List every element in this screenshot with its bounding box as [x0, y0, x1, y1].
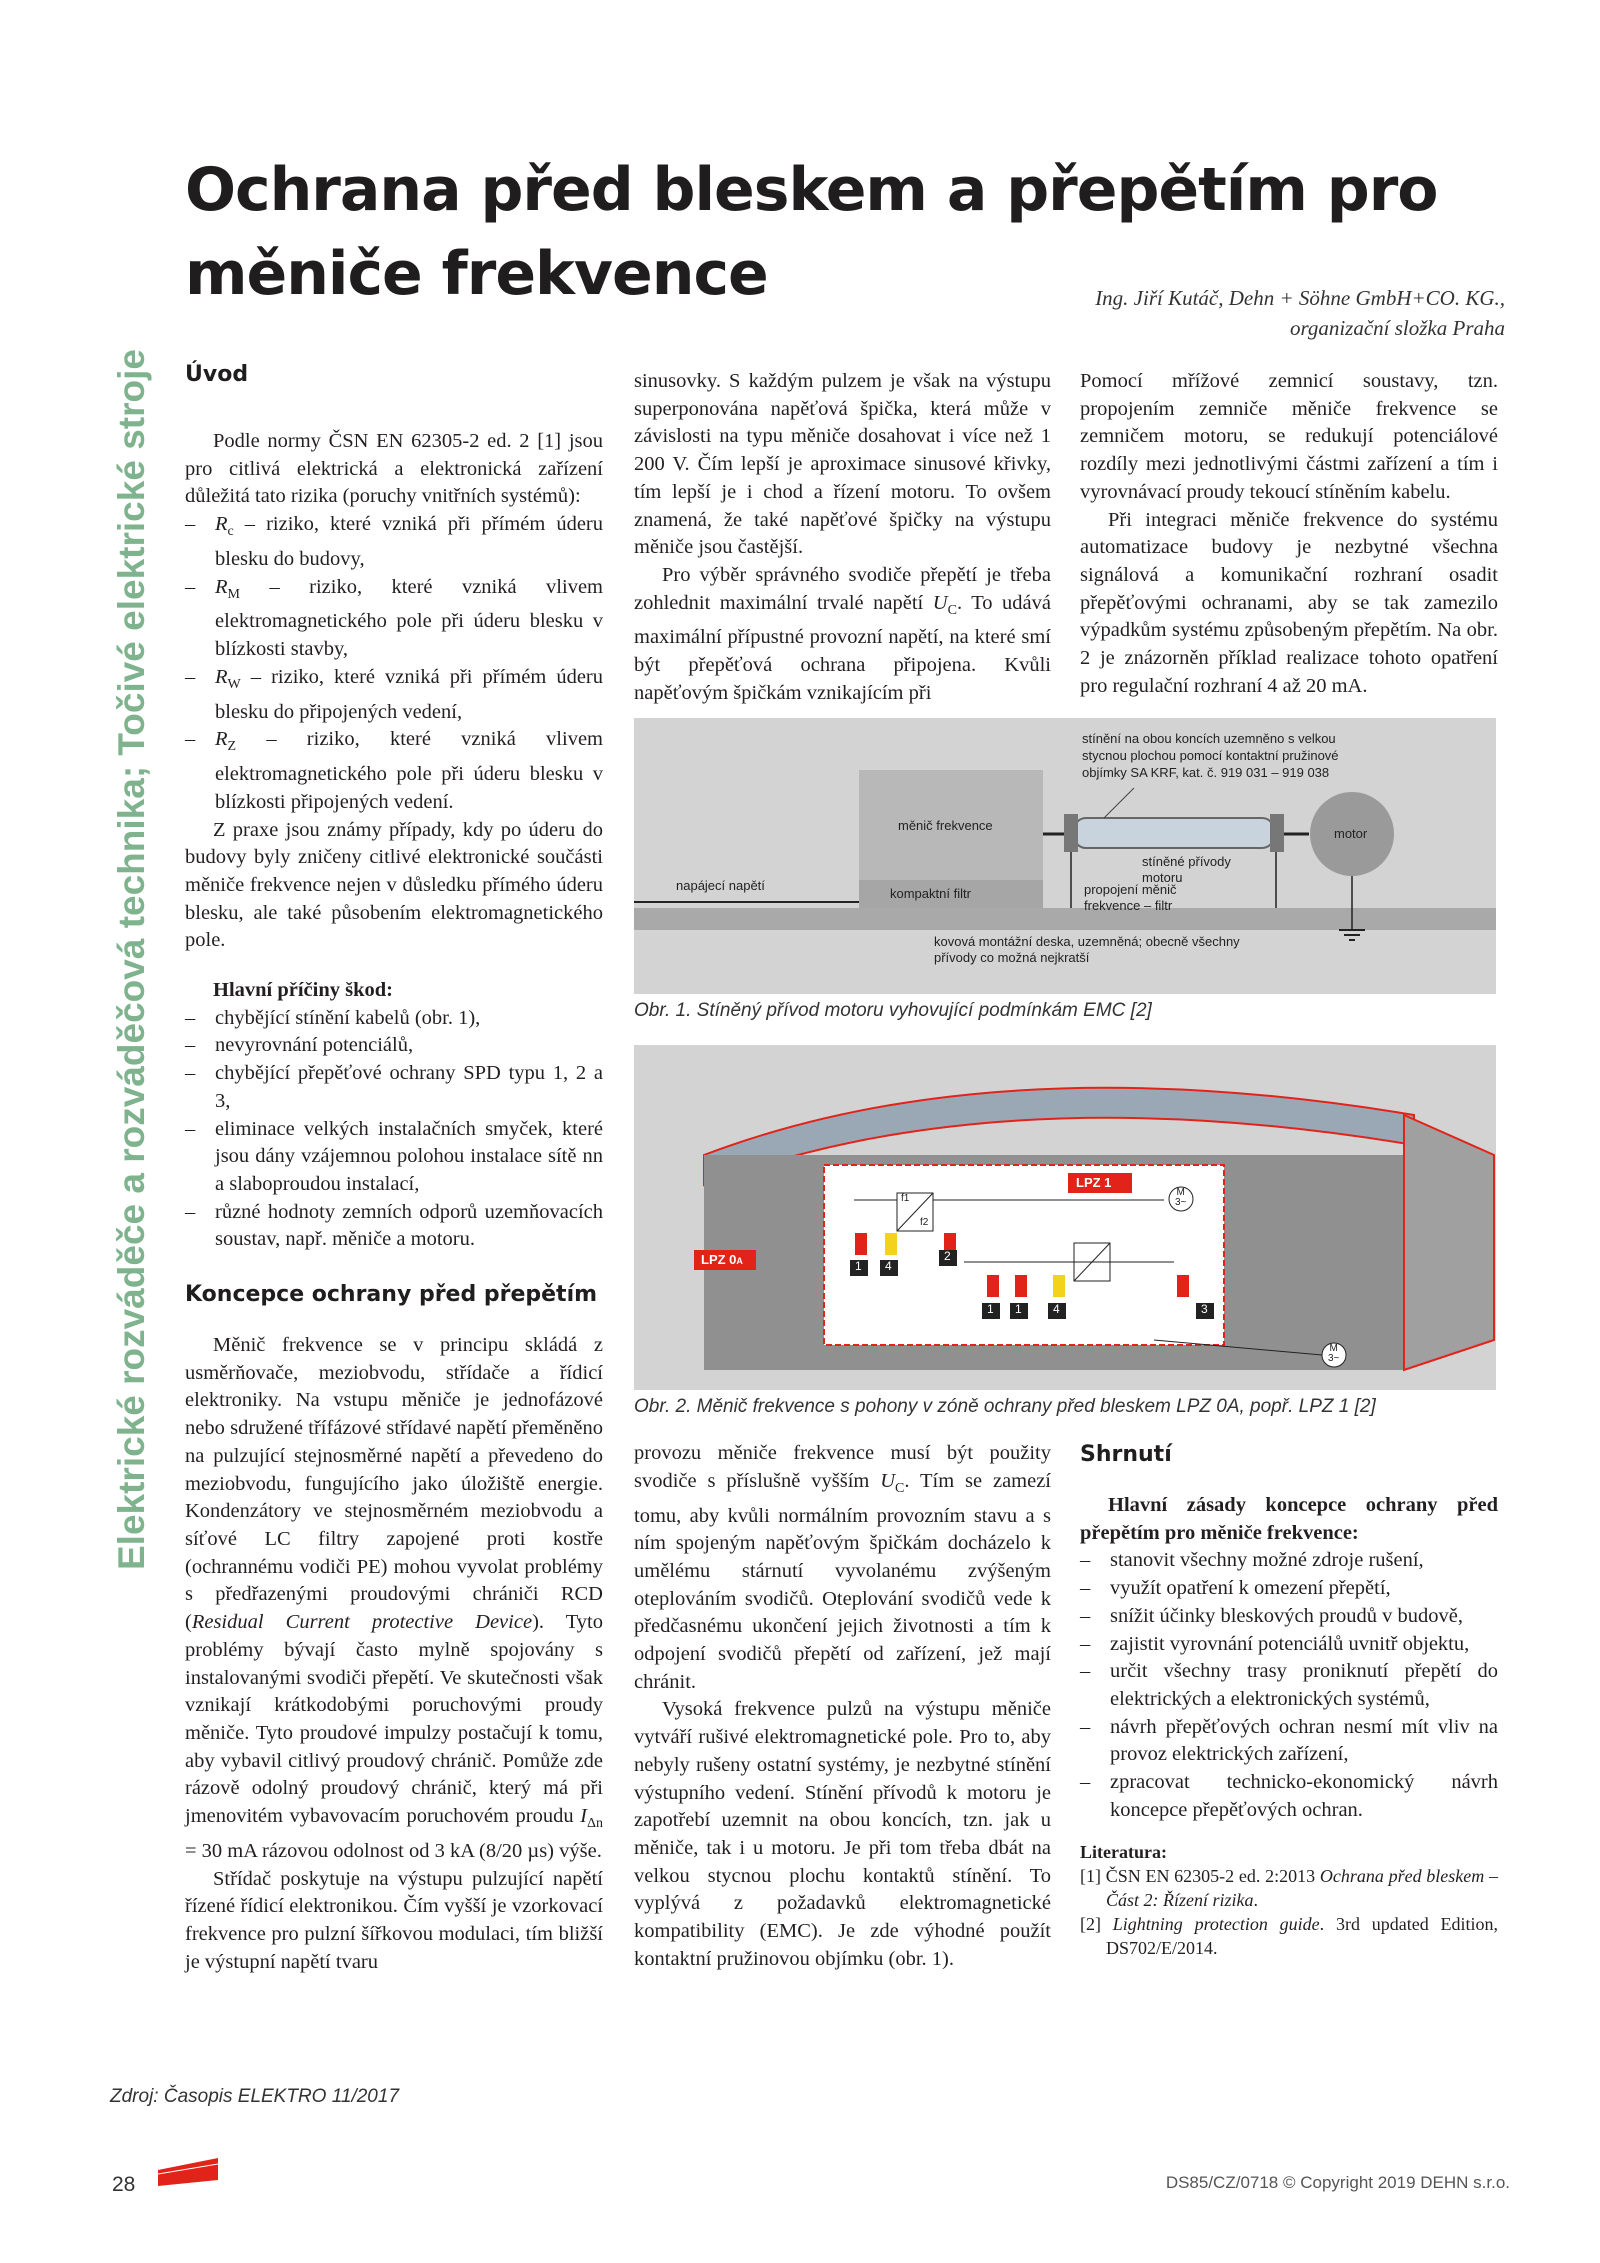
section-label: Elektrické rozváděče a rozváděčová technika; Točivé elektrické stroje [111, 349, 152, 1570]
freq-label-f2: f2 [920, 1217, 929, 1228]
fig1-plate-label: kovová montážní deska, uzemněná; obecně všechny přívody co možná nejkratší [934, 934, 1240, 965]
figure-2-diagram [634, 1045, 1496, 1390]
paragraph: Pomocí mřížové zemnicí soustavy, tzn. propojením zemniče měniče frekvence se zemničem motoru, se redukují potenciálové rozdíly mezi jednotlivými částmi zařízení a tím i vyrovnávací proudy tekoucí stíněním kabelu. [1080, 370, 1498, 503]
list-item: – $R_W$ – riziko, které vzniká při přímém úderu blesku do připojených vedení, [185, 664, 603, 727]
fig1-menic-label: měnič frekvence [898, 818, 993, 833]
causes-list [185, 1005, 603, 1254]
paragraph: Měnič frekvence se v principu skládá z usměrňovače, meziobvodu, střídače a řídicí elektroniky. Na vstupu měniče je jednofázové nebo sdružené třífázové střídavé napětí přeměněno na pulzující stejnosměrné napětí a převedeno do meziobvodu, fungujícího jako úložiště energie. Kondenzátory ve stejnosměrném meziobvodu a síťové LC filtry zapojené proti kostře (ochrannému vodiči PE) mohou vyvolat problémy s předřazenými proudovými chrániči RCD (Residual Current protective Device). Tyto problémy bývají často mylně spojovány s instalovanými svodiči přepětí. Ve skutečnosti však vznikají krátkodobými poruchovými proudy měniče. Tyto proudové impulzy postačují k tomu, aby vybavil citlivý proudový chránič. Pomůže zde rázově odolný proudový chránič, který má při jmenovitém vybavovacím poruchovém proudu $I_{\Delta n} = 30$ mA rázovou odolnost od 3 kA (8/20 µs) výše. [185, 1334, 604, 1862]
fig1-filter-label: kompaktní filtr [890, 886, 971, 901]
paragraph: Vysoká frekvence pulzů na výstupu měniče vytváří rušivé elektromagnetické pole. Pro to, aby nebyly rušeny ostatní systémy, je nezbytné stínění výstupního vedení. Stínění přívodů k motoru je zapotřebí uzemnit na obou koncích, tzn. jak u měniče, tak i u motoru. Je při tom třeba dbát na velkou stycnou plochu kontaktů stínění. To vyplývá z požadavků elektromagnetické kompatibility (EMC). Je zde výhodné použít kontaktní pružinovou objímku (obr. 1). [634, 1698, 1051, 1970]
spd-number: 2 [944, 1249, 951, 1263]
references [1080, 1840, 1498, 1960]
paragraph: Pro výběr správného svodiče přepětí je třeba zohlednit maximální trvalé napětí $U_C$. To udává maximální přípustné provozní napětí, na které smí být přepěťová ochrana připojena. Kvůli napěťovým špičkám vznikajícím při [634, 563, 1052, 704]
fig1-note: stínění na obou koncích uzemněno s velkou stycnou plochou pomocí kontaktní pružinové objímky SA KRF, kat. č. 919 031 – 919 038 [1082, 731, 1339, 780]
list-item: – $R_M$ – riziko, které vzniká vlivem elektromagnetického pole při úderu blesku v blízkosti stavby, [185, 574, 603, 664]
list-item: – využít opatření k omezení přepětí, [1080, 1575, 1498, 1603]
heading-uvod: Úvod [185, 362, 249, 387]
column-3-top [1080, 368, 1498, 700]
author-block [1095, 283, 1505, 343]
page-number: 28 [112, 2173, 136, 2196]
figure-2-caption: Obr. 2. Měnič frekvence s pohony v zóně ochrany před bleskem LPZ 0A, popř. LPZ 1 [2] [634, 1396, 1376, 1417]
figure-1-caption: Obr. 1. Stíněný přívod motoru vyhovující podmínkám EMC [2] [634, 1000, 1152, 1021]
dehn-logo [158, 2150, 218, 2188]
list-item: – chybějící přepěťové ochrany SPD typu 1, 2 a 3, [185, 1060, 603, 1115]
copyright: DS85/CZ/0718 © Copyright 2019 DEHN s.r.o. [1165, 2173, 1510, 2192]
list-item: – chybějící stínění kabelů (obr. 1), [185, 1005, 603, 1033]
lpz0-label: LPZ 0A [701, 1252, 743, 1267]
paragraph: Podle normy ČSN EN 62305-2 ed. 2 [1] jsou pro citlivá elektrická a elektronická zařízení důležitá tato rizika (poruchy vnitřních systémů): [185, 430, 603, 508]
paragraph: Při integraci měniče frekvence do systému automatizace budovy je nezbytné všechna signálová a komunikační rozhraní osadit přepěťovými ochranami, aby se tak zamezilo výpadkům systému způsobeným přepětím. Na obr. 2 je znázorněn příklad realizace tohoto opatření pro regulační rozhraní 4 až 20 mA. [1080, 508, 1498, 697]
list-item: – snížit účinky bleskových proudů v budově, [1080, 1603, 1498, 1631]
reference-item: [1] ČSN EN 62305-2 ed. 2:2013 Ochrana před bleskem – Část 2: Řízení rizika. [1080, 1866, 1499, 1911]
motor-symbol: M 3~ [1328, 1343, 1340, 1364]
paragraph: Z praxe jsou známy případy, kdy po úderu do budovy byly zničeny citlivé elektronické součásti měniče frekvence nejen v důsledku přímého úderu blesku, ale také působením elektromagnetického pole. [185, 818, 603, 952]
side-rail [104, 150, 160, 1570]
source-note: Zdroj: Časopis ELEKTRO 11/2017 [110, 2086, 400, 2107]
spd-number: 4 [1053, 1302, 1060, 1316]
dehn-logo-icon [158, 2150, 218, 2188]
column-2-top [634, 368, 1051, 708]
spd-number: 3 [1201, 1302, 1208, 1316]
spd-number: 1 [855, 1259, 862, 1273]
causes-heading: Hlavní příčiny škod: [213, 979, 393, 1002]
list-item: – zpracovat technicko-ekonomický návrh koncepce přepěťových ochran. [1080, 1769, 1498, 1824]
paragraph: Střídač poskytuje na výstupu pulzující napětí řízené řídicí elektronikou. Čím vyšší je vzorkovací frekvence pro pulzní šířkovou modulaci, tím bližší je výstupní napětí tvaru [185, 1867, 603, 1973]
heading-shrnuti: Shrnutí [1080, 1442, 1172, 1467]
paragraph: provozu měniče frekvence musí být použity svodiče s příslušně vyšším $U_C$. Tím se zamezí tomu, aby kvůli normálním provozním stavu a s ním spojeným napěťovým špičkám docházelo k umělému stárnutí vyvolanému zvýšeným oteplováním svodičů. Oteplování svodičů vede k předčasnému ukončení jejich životnosti a tím k odpojení svodičů přepětí od zařízení, jež mají chránit. [634, 1442, 1052, 1693]
author-line-2: organizační složka Praha [1289, 316, 1505, 340]
column-3-bottom [1080, 1440, 1498, 1960]
spd-number: 4 [885, 1259, 892, 1273]
fig1-link-label: propojení měnič frekvence – filtr [1084, 882, 1177, 913]
heading-koncepce: Koncepce ochrany před přepětím [185, 1282, 598, 1308]
principles-heading: Hlavní zásady koncepce ochrany před přepětím pro měniče frekvence: [1080, 1494, 1498, 1544]
risk-list [185, 511, 603, 816]
list-item: – různé hodnoty zemních odporů uzemňovacích soustav, např. měniče a motoru. [185, 1199, 603, 1254]
column-1 [185, 360, 603, 1976]
list-item: – návrh přepěťových ochran nesmí mít vliv na provoz elektrických zařízení, [1080, 1714, 1498, 1769]
references-heading: Literatura: [1080, 1842, 1167, 1863]
list-item: – zajistit vyrovnání potenciálů uvnitř objektu, [1080, 1631, 1498, 1659]
figure-1 [634, 718, 1496, 994]
motor-symbol: M 3~ [1175, 1187, 1187, 1208]
fig1-supply-label: napájecí napětí [676, 878, 765, 893]
article-title: Ochrana před bleskem a přepětím pro měniče frekvence [185, 155, 1438, 309]
spd-number: 1 [987, 1302, 994, 1316]
paragraph: sinusovky. S každým pulzem je však na výstupu superponována napěťová špička, která může v závislosti na typu měniče dosahovat i více než 1 200 V. Čím lepší je aproximace sinusové křivky, tím lepší je i chod a řízení motoru. To ovšem znamená, že také napěťové špičky na výstupu měniče jsou častější. [634, 370, 1051, 559]
author-line-1: Ing. Jiří Kutáč, Dehn + Söhne GmbH+CO. KG., [1095, 286, 1505, 310]
list-item: – nevyrovnání potenciálů, [185, 1032, 603, 1060]
figure-2 [634, 1045, 1496, 1390]
spd-number: 1 [1015, 1302, 1022, 1316]
fig1-shield-label: stíněné přívody motoru [1142, 854, 1231, 885]
column-2-bottom [634, 1440, 1051, 1973]
list-item: – $R_c$ – riziko, které vzniká při přímém úderu blesku do budovy, [185, 511, 603, 574]
list-item: – eliminace velkých instalačních smyček, které jsou dány vzájemnou polohou instalace sítě nn a slaboproudou instalací, [185, 1116, 603, 1199]
list-item: – stanovit všechny možné zdroje rušení, [1080, 1547, 1498, 1575]
list-item: – $R_Z$ – riziko, které vzniká vlivem elektromagnetického pole při úderu blesku v blízkosti připojených vedení. [185, 726, 603, 816]
list-item: – určit všechny trasy proniknutí přepětí do elektrických a elektronických systémů, [1080, 1658, 1498, 1713]
lpz1-label: LPZ 1 [1076, 1175, 1112, 1190]
freq-label-f1: f1 [901, 1193, 910, 1204]
principles-list [1080, 1547, 1498, 1824]
fig1-motor-label: motor [1334, 826, 1368, 841]
reference-item: [2] Lightning protection guide. 3rd updated Edition, DS702/E/2014. [1080, 1914, 1498, 1959]
